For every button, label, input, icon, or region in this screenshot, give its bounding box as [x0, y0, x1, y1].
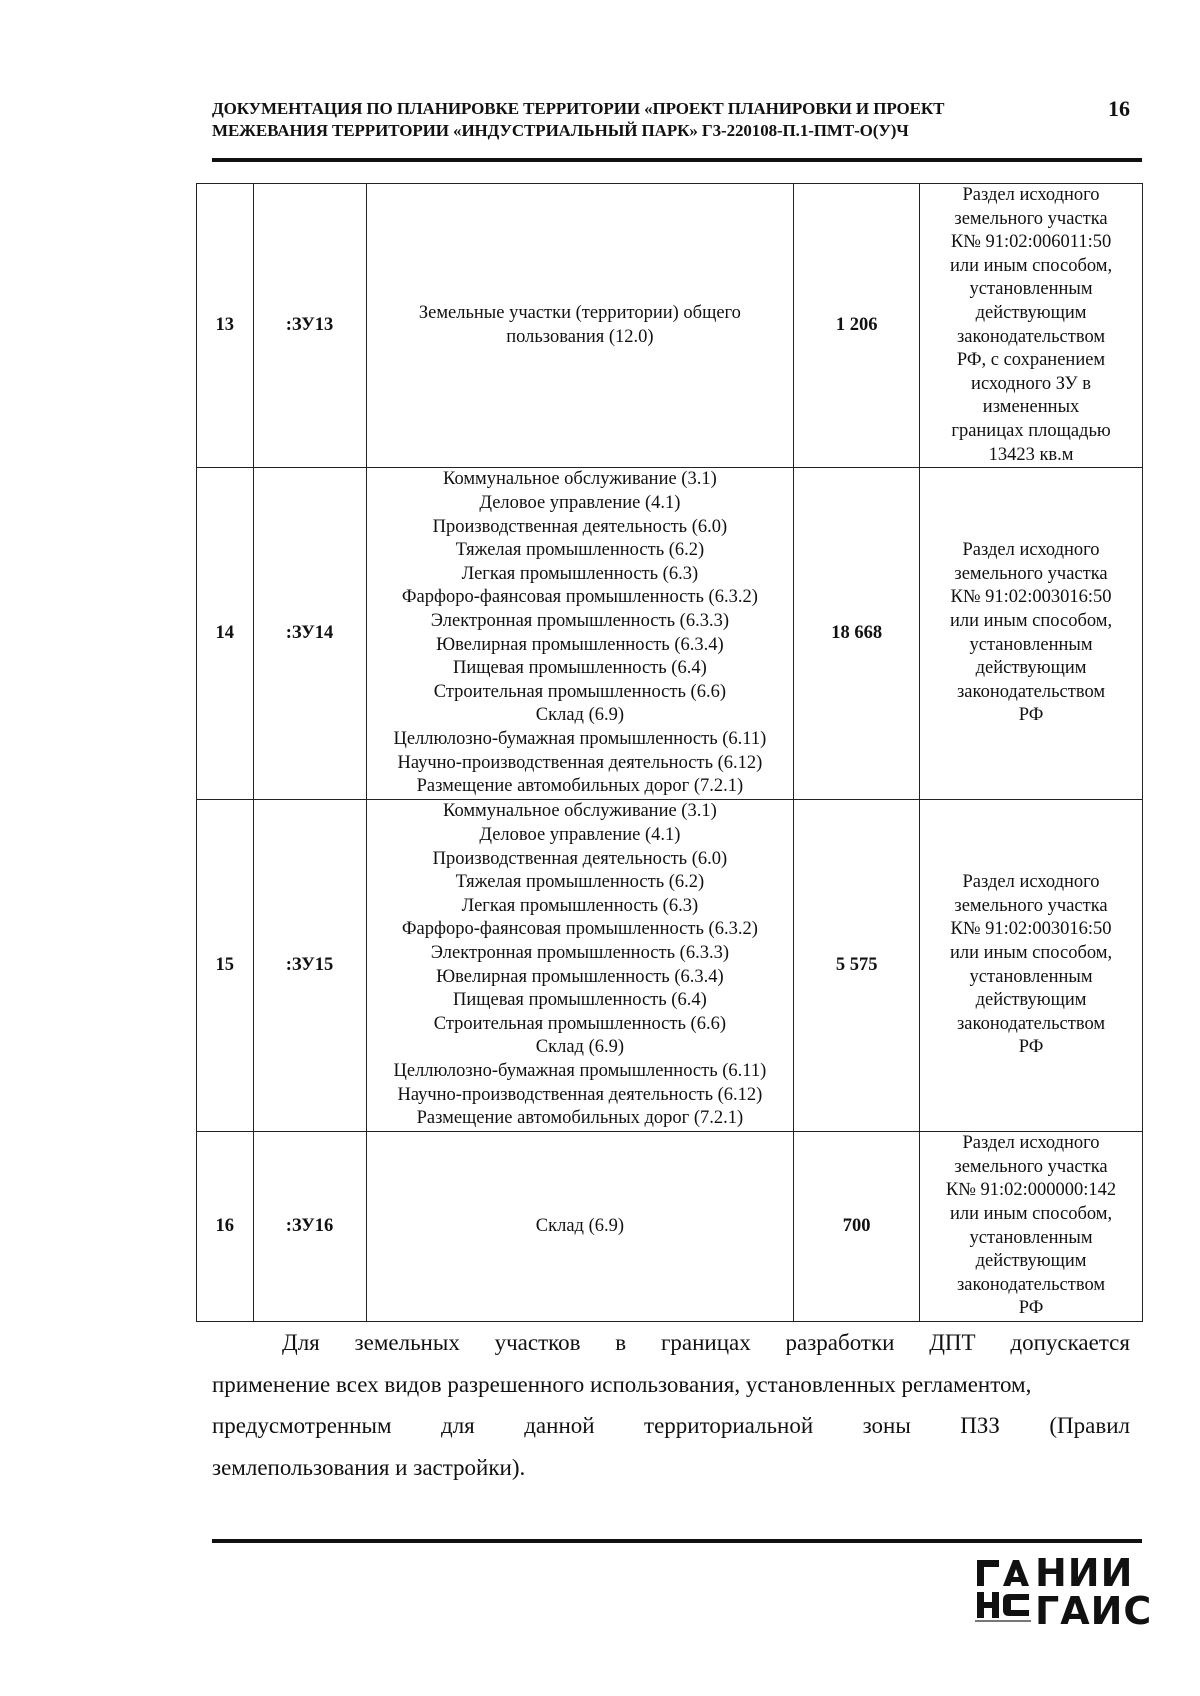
- formation-method-line: РФ: [1018, 705, 1044, 726]
- row-number-cell: 16: [197, 1132, 254, 1322]
- permitted-use-line: Производственная деятельность (6.0): [432, 848, 728, 869]
- formation-method-line: законодательством: [957, 1013, 1106, 1034]
- plot-code-cell: :ЗУ15: [253, 800, 366, 1132]
- formation-method-cell: [920, 184, 1143, 468]
- paragraph-word: зоны: [862, 1413, 911, 1438]
- permitted-use-line: Склад (6.9): [535, 1037, 625, 1058]
- table-row: [197, 184, 1143, 468]
- formation-method-cell: [920, 468, 1143, 800]
- permitted-use-line: Пищевая промышленность (6.4): [453, 990, 707, 1011]
- formation-method-line: К№ 91:02:000000:142: [945, 1180, 1117, 1201]
- paragraph-word: ДПТ: [929, 1330, 976, 1355]
- formation-method-line: или иным способом,: [949, 943, 1113, 964]
- paragraph-word: границах: [660, 1330, 751, 1355]
- paragraph-line-4: землепользования и застройки).: [212, 1454, 526, 1480]
- paragraph-word: разработки: [785, 1330, 895, 1355]
- formation-method-line: Раздел исходного: [962, 872, 1100, 893]
- permitted-use-line: Фарфоро-фаянсовая промышленность (6.3.2): [401, 587, 758, 608]
- formation-method-line: РФ: [1018, 1298, 1044, 1319]
- permitted-use-line: Размещение автомобильных дорог (7.2.1): [416, 1108, 744, 1129]
- row-number-cell: 14: [197, 468, 254, 800]
- formation-method-line: или иным способом,: [949, 255, 1113, 276]
- formation-method-line: К№ 91:02:003016:50: [950, 919, 1112, 940]
- formation-method-line: установленным: [969, 634, 1093, 655]
- permitted-use-line: Электронная промышленность (6.3.3): [430, 611, 729, 632]
- formation-method-line: земельного участка: [954, 1156, 1108, 1177]
- formation-method-line: действующим: [975, 658, 1087, 679]
- permitted-use-line: Коммунальное обслуживание (3.1): [443, 469, 717, 490]
- permitted-use-line: Склад (6.9): [535, 705, 625, 726]
- formation-method-cell: [920, 1132, 1143, 1322]
- permitted-use-line: Производственная деятельность (6.0): [432, 516, 728, 537]
- plot-code-cell: :ЗУ16: [253, 1132, 366, 1322]
- formation-method-line: установленным: [969, 279, 1093, 300]
- formation-method-line: земельного участка: [954, 208, 1108, 229]
- paragraph-word: данной: [524, 1413, 595, 1438]
- formation-method-line: К№ 91:02:003016:50: [950, 587, 1112, 608]
- paragraph-word: земельных: [354, 1330, 460, 1355]
- formation-method-line: границах площадью: [951, 420, 1111, 441]
- paragraph-word: Для: [282, 1330, 320, 1355]
- row-number-cell: 15: [197, 800, 254, 1132]
- formation-method-line: Раздел исходного: [962, 1133, 1100, 1154]
- area-cell: 18 668: [794, 468, 920, 800]
- formation-method-line: земельного участка: [954, 563, 1108, 584]
- permitted-use-line: Размещение автомобильных дорог (7.2.1): [416, 776, 744, 797]
- paragraph-word: допускается: [1010, 1330, 1130, 1355]
- land-plots-table: [196, 183, 1143, 1322]
- permitted-use-line: Земельные участки (территории) общего: [418, 302, 741, 323]
- paragraph-line-2: применение всех видов разрешенного использования, установленных регламентом,: [212, 1371, 1032, 1397]
- footer-divider: [212, 1539, 1142, 1543]
- area-cell: 700: [794, 1132, 920, 1322]
- permitted-uses-cell: [366, 468, 794, 800]
- formation-method-line: законодательством: [957, 681, 1106, 702]
- formation-method-line: установленным: [969, 966, 1093, 987]
- paragraph-word: территориальной: [644, 1413, 814, 1438]
- permitted-use-line: Легкая промышленность (6.3): [461, 563, 699, 584]
- permitted-use-line: Тяжелая промышленность (6.2): [455, 540, 705, 561]
- header-title-line-2: МЕЖЕВАНИЯ ТЕРРИТОРИИ «ИНДУСТРИАЛЬНЫЙ ПАРК» Г3-220108-П.1-ПМТ-О(У)Ч: [212, 121, 909, 140]
- permitted-use-line: Деловое управление (4.1): [479, 493, 681, 514]
- logo-mark-icon: [975, 1558, 1031, 1624]
- paragraph-word: предусмотренным: [212, 1413, 392, 1438]
- row-number-cell: 13: [197, 184, 254, 468]
- permitted-uses-cell: [366, 800, 794, 1132]
- formation-method-line: установленным: [969, 1227, 1093, 1248]
- page-number: 16: [1108, 96, 1130, 121]
- formation-method-line: К№ 91:02:006011:50: [950, 232, 1112, 253]
- permitted-use-line: Научно-производственная деятельность (6.12): [397, 752, 763, 773]
- formation-method-line: или иным способом,: [949, 611, 1113, 632]
- formation-method-cell: [920, 800, 1143, 1132]
- permitted-use-line: Деловое управление (4.1): [479, 825, 681, 846]
- header-title-line-1: ДОКУМЕНТАЦИЯ ПО ПЛАНИРОВКЕ ТЕРРИТОРИИ «ПРОЕКТ ПЛАНИРОВКИ И ПРОЕКТ: [212, 99, 945, 118]
- table-row: [197, 800, 1143, 1132]
- formation-method-line: РФ: [1018, 1037, 1044, 1058]
- paragraph-word: участков: [494, 1330, 581, 1355]
- plot-code-cell: :ЗУ14: [253, 468, 366, 800]
- company-logo: [975, 1551, 1153, 1633]
- permitted-use-line: Ювелирная промышленность (6.3.4): [436, 966, 724, 987]
- formation-method-line: законодательством: [957, 326, 1106, 347]
- area-cell: 1 206: [794, 184, 920, 468]
- document-header: [212, 98, 1042, 142]
- permitted-use-line: Электронная промышленность (6.3.3): [430, 943, 729, 964]
- formation-method-line: действующим: [975, 302, 1087, 323]
- formation-method-line: действующим: [975, 1251, 1087, 1272]
- paragraph-word: (Правил: [1049, 1413, 1130, 1438]
- logo-word-nii: НИИ: [1035, 1551, 1134, 1595]
- permitted-use-line: Целлюлозно-бумажная промышленность (6.11): [393, 729, 767, 749]
- permitted-use-line: Ювелирная промышленность (6.3.4): [436, 634, 724, 655]
- permitted-use-paragraph: [212, 1322, 1130, 1488]
- formation-method-line: законодательством: [957, 1274, 1106, 1295]
- permitted-use-line: Научно-производственная деятельность (6.12): [397, 1084, 763, 1105]
- header-divider: [212, 158, 1142, 162]
- table-row: [197, 468, 1143, 800]
- formation-method-line: действующим: [975, 990, 1087, 1011]
- permitted-use-line: Фарфоро-фаянсовая промышленность (6.3.2): [401, 919, 758, 940]
- permitted-use-line: Строительная промышленность (6.6): [433, 681, 726, 702]
- formation-method-line: Раздел исходного: [962, 540, 1100, 561]
- permitted-uses-cell: [366, 184, 794, 468]
- permitted-uses-cell: [366, 1132, 794, 1322]
- paragraph-line-1: [212, 1322, 1130, 1364]
- permitted-use-line: Целлюлозно-бумажная промышленность (6.11): [393, 1061, 767, 1081]
- logo-word-gais: ГАИС: [1035, 1589, 1153, 1633]
- paragraph-word: в: [615, 1330, 627, 1355]
- formation-method-line: или иным способом,: [949, 1203, 1113, 1224]
- formation-method-line: Раздел исходного: [962, 185, 1100, 205]
- permitted-use-line: Тяжелая промышленность (6.2): [455, 872, 705, 893]
- formation-method-line: исходного ЗУ в: [971, 373, 1092, 394]
- permitted-use-line: Легкая промышленность (6.3): [461, 895, 699, 916]
- permitted-use-line: Коммунальное обслуживание (3.1): [443, 801, 717, 822]
- formation-method-line: измененных: [982, 397, 1080, 418]
- paragraph-word: для: [441, 1413, 475, 1438]
- paragraph-word: ПЗЗ: [960, 1413, 1000, 1438]
- permitted-use-line: Пищевая промышленность (6.4): [453, 658, 707, 679]
- formation-method-line: РФ, с сохранением: [956, 350, 1106, 371]
- area-cell: 5 575: [794, 800, 920, 1132]
- paragraph-line-3: [212, 1405, 1130, 1447]
- plot-code-cell: :ЗУ13: [253, 184, 366, 468]
- formation-method-line: земельного участка: [954, 895, 1108, 916]
- permitted-use-line: Строительная промышленность (6.6): [433, 1013, 726, 1034]
- formation-method-line: 13423 кв.м: [988, 444, 1074, 465]
- permitted-use-line: Склад (6.9): [535, 1215, 625, 1236]
- table-row: [197, 1132, 1143, 1322]
- permitted-use-line: пользования (12.0): [506, 326, 654, 347]
